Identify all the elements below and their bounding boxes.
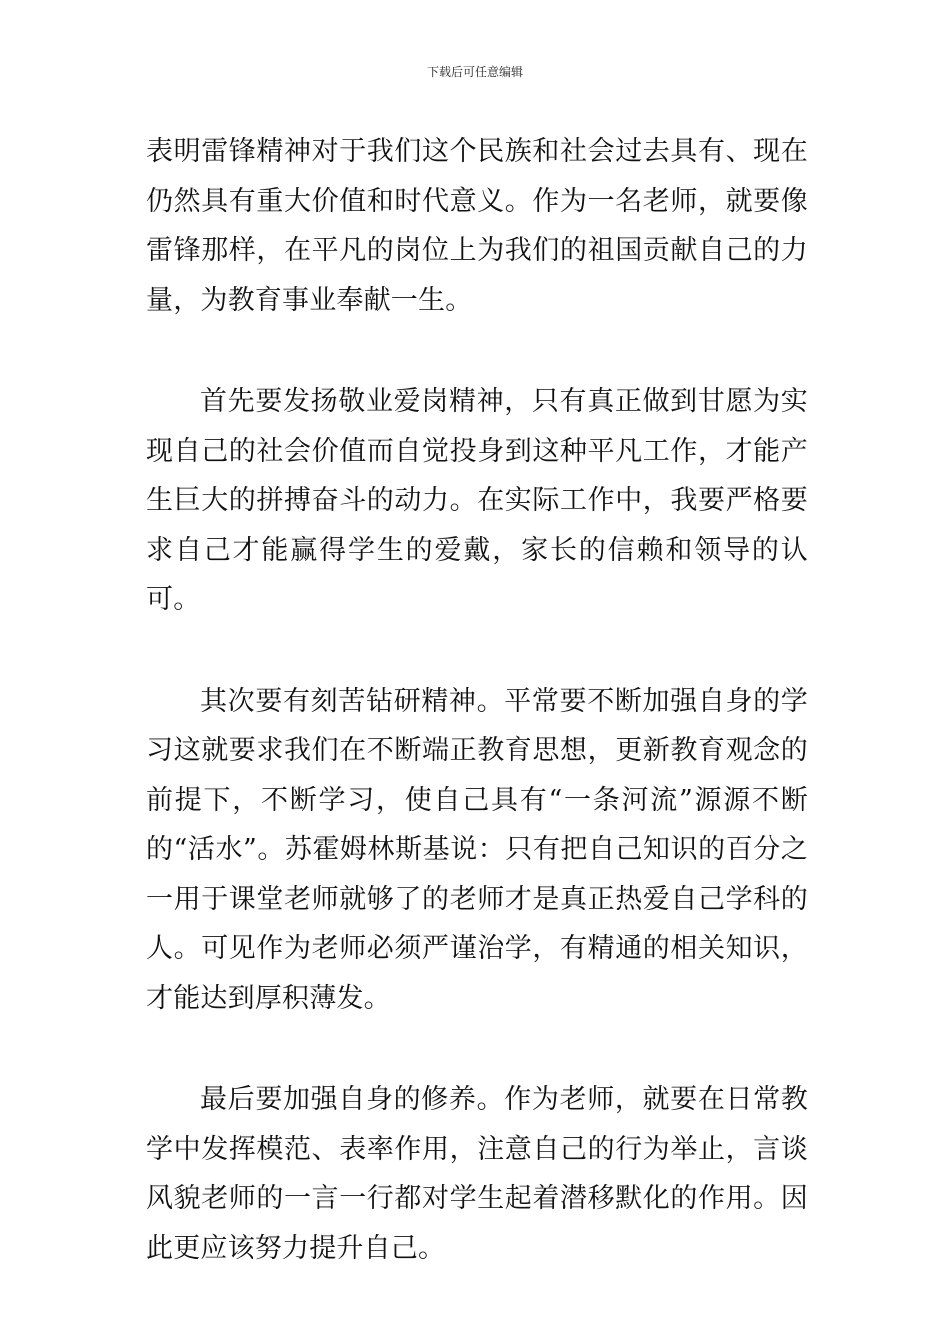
document-body (146, 127, 808, 1325)
paragraph-2: 首先要发扬敬业爱岗精神，只有真正做到甘愿为实现自己的社会价值而自觉投身到这种平凡工作，才能产生巨大的拼搏奋斗的动力。在实际工作中，我要严格要求自己才能赢得学生的爱戴，家长的信赖和领导的认可。 (146, 386, 808, 615)
paragraph-4: 最后要加强自身的修养。作为老师，就要在日常教学中发挥模范、表率作用，注意自己的行为举止，言谈风貌老师的一言一行都对学生起着潜移默化的作用。因此更应该努力提升自己。 (146, 1084, 808, 1264)
page-header: 下载后可任意编辑 (426, 65, 523, 79)
paragraph-3: 其次要有刻苦钻研精神。平常要不断加强自身的学习这就要求我们在不断端正教育思想，更新教育观念的前提下，不断学习，使自己具有“一条河流”源源不断的“活水”。苏霍姆林斯基说：只有把自己知识的百分之一用于课堂老师就够了的老师才是真正热爱自己学科的人。可见作为老师必须严谨治学，有精通的相关知识，才能达到厚积薄发。 (146, 685, 808, 1014)
paragraph-1: 表明雷锋精神对于我们这个民族和社会过去具有、现在仍然具有重大价值和时代意义。作为一名老师，就要像雷锋那样，在平凡的岗位上为我们的祖国贡献自己的力量，为教育事业奉献一生。 (146, 136, 808, 316)
